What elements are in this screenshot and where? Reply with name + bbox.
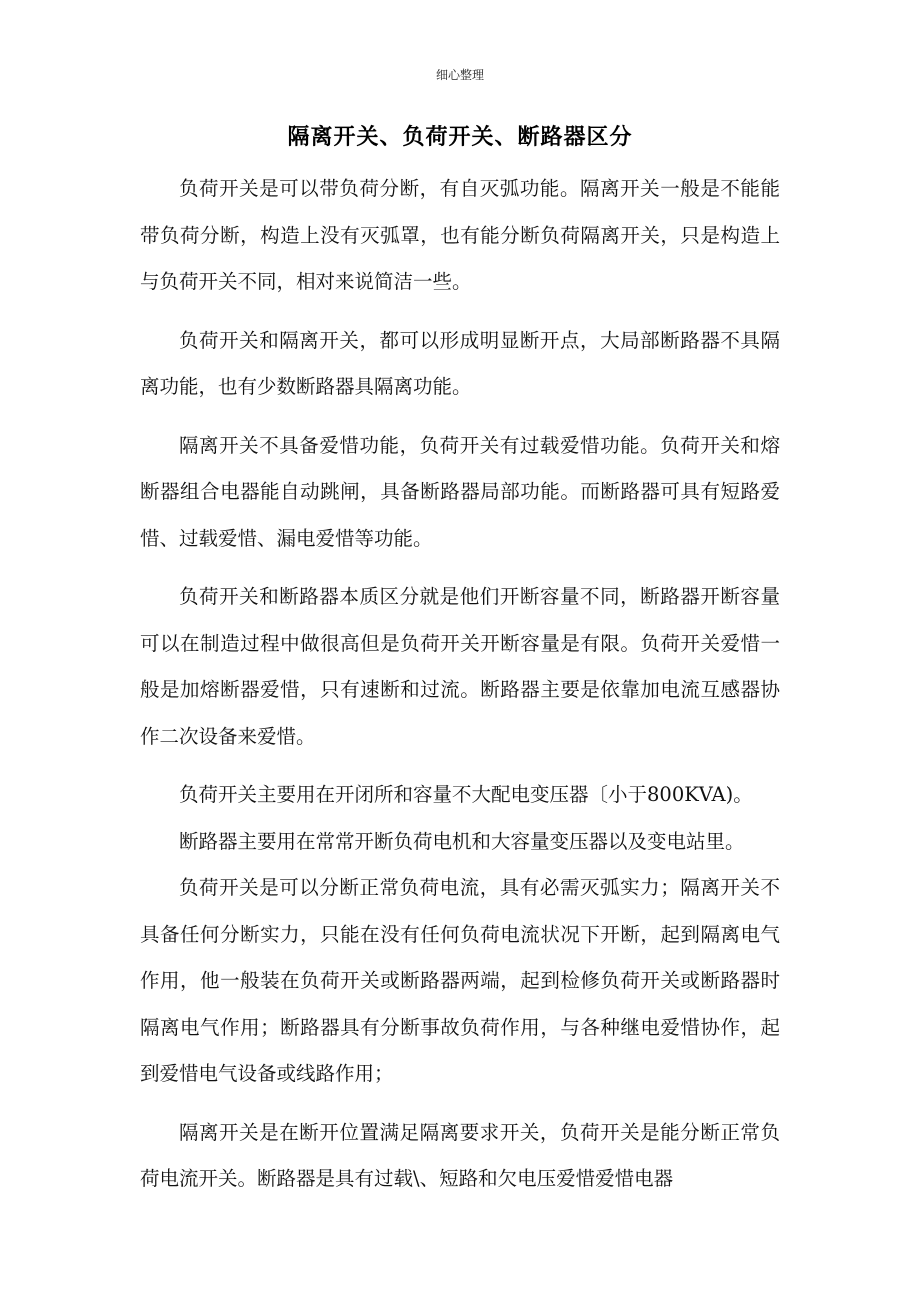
paragraph-8: 隔离开关是在断开位置满足隔离要求开关，负荷开关是能分断正常负荷电流开关。断路器是具有过载\、短路和欠电压爱惜爱惜电器 (140, 1120, 780, 1190)
paragraph-2: 负荷开关和隔离开关，都可以形成明显断开点，大局部断路器不具隔离功能，也有少数断路器具隔离功能。 (140, 328, 780, 398)
paragraph-6: 断路器主要用在常常开断负荷电机和大容量变压器以及变电站里。 (179, 829, 745, 853)
paragraph-5: 负荷开关主要用在开闭所和容量不大配电变压器〔小于800KVA)。 (179, 783, 753, 806)
document-title: 隔离开关、负荷开关、断路器区分 (287, 124, 633, 150)
document-body (140, 166, 780, 1215)
paragraph-4: 负荷开关和断路器本质区分就是他们开断容量不同，断路器开断容量可以在制造过程中做很高但是负荷开关开断容量是有限。负荷开关爱惜一般是加熔断器爱惜，只有速断和过流。断路器主要是依靠加电流互感器协作二次设备来爱惜。 (140, 585, 780, 748)
paragraph-3: 隔离开关不具备爱惜功能，负荷开关有过载爱惜功能。负荷开关和熔断器组合电器能自动跳闸，具备断路器局部功能。而断路器可具有短路爱惜、过载爱惜、漏电爱惜等功能。 (140, 433, 780, 550)
paragraph-1: 负荷开关是可以带负荷分断，有自灭弧功能。隔离开关一般是不能能带负荷分断，构造上没有灭弧罩，也有能分断负荷隔离开关，只是构造上与负荷开关不同，相对来说简洁一些。 (140, 177, 780, 293)
paragraph-7: 负荷开关是可以分断正常负荷电流，具有必需灭弧实力；隔离开关不具备任何分断实力，只能在没有任何负荷电流状况下开断，起到隔离电气作用，他一般装在负荷开关或断路器两端，起到检修负荷开关或断路器时隔离电气作用；断路器具有分断事故负荷作用，与各种继电爱惜协作，起到爱惜电气设备或线路作用； (140, 876, 780, 1085)
page-header: 细心整理 (435, 68, 484, 82)
